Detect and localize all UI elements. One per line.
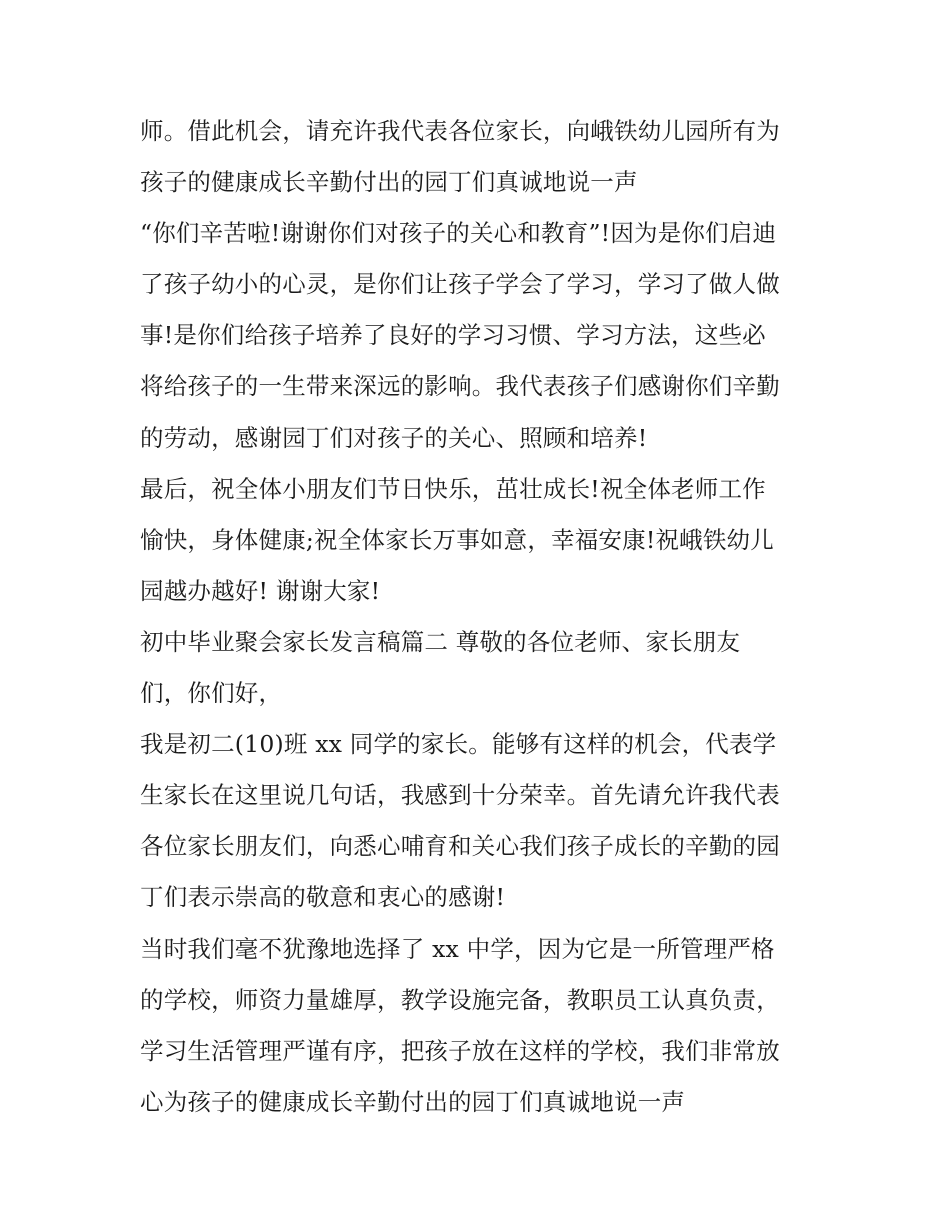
text-line: 的学校，师资力量雄厚，教学设施完备，教职员工认真负责，: [140, 985, 780, 1014]
text-line: 师。借此机会，请充许我代表各位家长，向峨铁幼儿园所有为: [140, 117, 780, 145]
text-line: “你们辛苦啦!谢谢你们对孩子的关心和教育”!因为是你们启迪: [140, 219, 777, 248]
text-line: 学习生活管理严谨有序，把孩子放在这样的学校，我们非常放: [140, 1036, 780, 1065]
text-line: 初中毕业聚会家长发言稿篇二 尊敬的各位老师、家长朋友: [140, 627, 741, 656]
text-line: 丁们表示崇高的敬意和衷心的感谢!: [140, 883, 506, 912]
text-line: 当时我们毫不犹豫地选择了 xx 中学，因为它是一所管理严格: [140, 934, 775, 963]
text-line: 愉快，身体健康;祝全体家长万事如意，幸福安康!祝峨铁幼儿: [140, 525, 774, 554]
text-line: 园越办越好! 谢谢大家!: [140, 576, 381, 605]
text-line: 事!是你们给孩子培养了良好的学习习惯、学习方法，这些必: [140, 321, 766, 350]
text-line: 了孩子幼小的心灵，是你们让孩子学会了学习，学习了做人做: [140, 270, 780, 299]
text-line: 心为孩子的健康成长辛勤付出的园丁们真诚地说一声: [140, 1087, 686, 1116]
text-line: 各位家长朋友们，向悉心哺育和关心我们孩子成长的辛勤的园: [140, 832, 780, 861]
text-line: 我是初二(10)班 xx 同学的家长。能够有这样的机会，代表学: [140, 730, 777, 759]
text-line: 们，你们好，: [140, 679, 283, 708]
text-line: 将给孩子的一生带来深远的影响。我代表孩子们感谢你们辛勤: [140, 372, 780, 401]
text-line: 孩子的健康成长辛勤付出的园丁们真诚地说一声: [140, 168, 638, 197]
text-line: 生家长在这里说几句话，我感到十分荣幸。首先请允许我代表: [140, 781, 780, 810]
document-body: [140, 106, 830, 1128]
text-line: 最后，祝全体小朋友们节日快乐，茁壮成长!祝全体老师工作: [140, 474, 766, 503]
text-line: 的劳动，感谢园丁们对孩子的关心、照顾和培养!: [140, 423, 648, 452]
